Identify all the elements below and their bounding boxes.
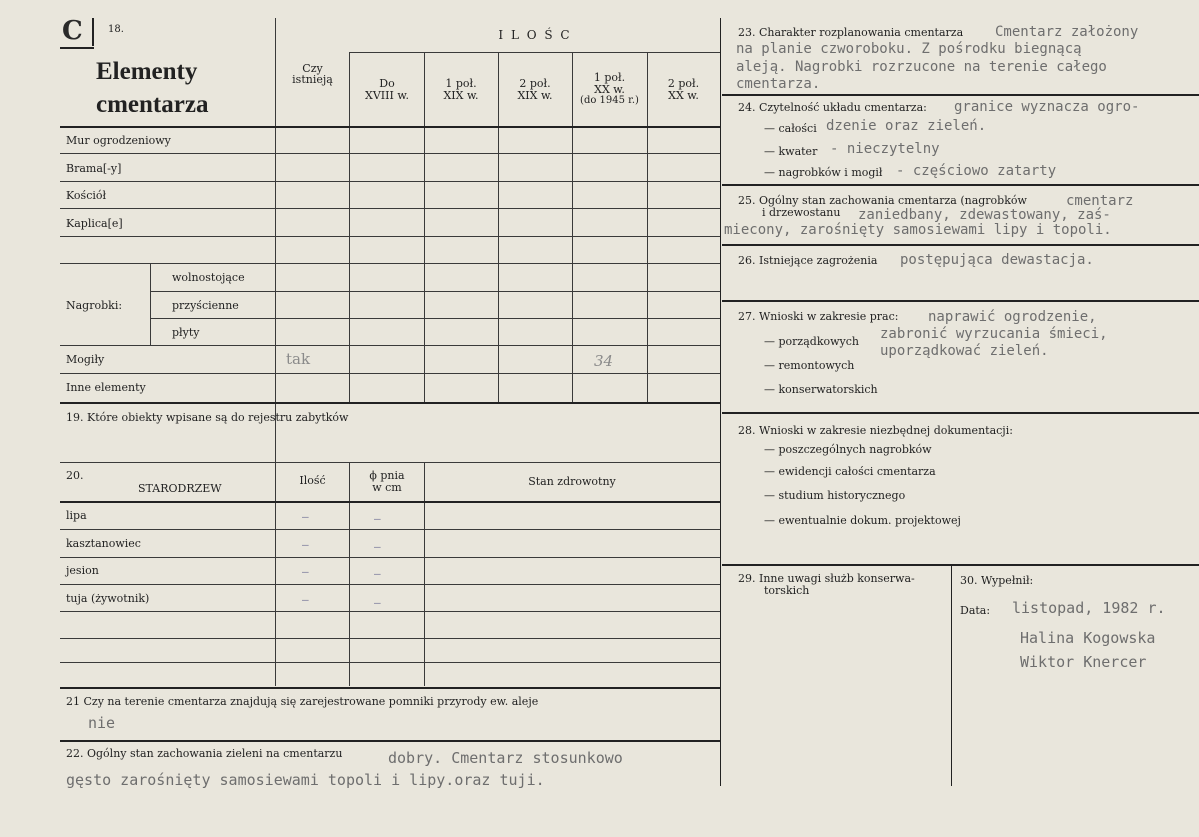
period-1-l1: Do bbox=[379, 77, 395, 90]
q28-bottom bbox=[722, 564, 1199, 566]
tree-qty-dash: — bbox=[302, 593, 309, 606]
tree-diam-dash: — bbox=[374, 567, 381, 580]
q20-col-diam-1: ϕ pnia bbox=[369, 469, 405, 482]
q25-answer-1: cmentarz bbox=[1066, 193, 1134, 209]
q27-sub-3: — konserwatorskich bbox=[764, 383, 878, 396]
q30-date: listopad, 1982 r. bbox=[1012, 599, 1166, 617]
period-2-l1: 1 poł. bbox=[445, 77, 477, 90]
tree-lipa: lipa bbox=[66, 509, 87, 522]
col-line-6 bbox=[647, 52, 648, 402]
q23-answer-2: na planie czworoboku. Z pośrodku biegnącą bbox=[736, 41, 1082, 57]
period-5-l1: 2 poł. bbox=[667, 77, 700, 90]
q30-label: 30. Wypełnił: bbox=[960, 574, 1034, 587]
q21-bottom bbox=[60, 740, 720, 742]
q19-label: 19. Które obiekty wpisane są do rejestru zabytków bbox=[66, 411, 349, 424]
col-line-2 bbox=[349, 52, 350, 402]
q30-date-label: Data: bbox=[960, 604, 991, 617]
period-4-l2: XX w. bbox=[594, 83, 625, 96]
q27-bottom bbox=[722, 412, 1199, 414]
q26-label: 26. Istniejące zagrożenia bbox=[738, 254, 878, 267]
row-line bbox=[60, 236, 720, 237]
quantity-header: I L O Ś C bbox=[498, 28, 572, 42]
q22-answer-1: dobry. Cmentarz stosunkowo bbox=[388, 749, 623, 767]
row-line bbox=[60, 402, 720, 404]
q25-label-2: i drzewostanu bbox=[762, 206, 841, 219]
q30-name-1: Halina Kogowska bbox=[1020, 629, 1156, 647]
nagrobki-label: Nagrobki: bbox=[66, 299, 123, 312]
col-line-4 bbox=[498, 52, 499, 402]
tree-qty-dash: — bbox=[302, 565, 309, 578]
row-line bbox=[60, 345, 720, 346]
q22-answer-2: gęsto zarośnięty samosiewami topoli i lipy.oraz tuji. bbox=[66, 771, 545, 789]
row-wolnostojace: wolnostojące bbox=[172, 271, 245, 284]
q24-answer-3: - nieczytelny bbox=[830, 141, 940, 157]
q21-answer: nie bbox=[88, 714, 116, 732]
q20-header-bottom bbox=[60, 501, 720, 503]
q24-label: 24. Czytelność układu cmentarza: bbox=[738, 101, 927, 114]
q24-bottom bbox=[722, 184, 1199, 186]
q23-answer-3: aleją. Nagrobki rozrzucone na terenie całego bbox=[736, 59, 1107, 75]
row-kaplica: Kaplica[e] bbox=[66, 217, 123, 230]
q27-answer-1: naprawić ogrodzenie, bbox=[928, 309, 1097, 325]
row-plyty: płyty bbox=[172, 326, 200, 339]
row-inne: Inne elementy bbox=[66, 381, 146, 394]
mogily-count-value: 34 bbox=[594, 352, 614, 370]
col-line-1 bbox=[275, 18, 276, 686]
q22-label: 22. Ogólny stan zachowania zieleni na cmentarzu bbox=[66, 747, 343, 760]
q29-label-2: torskich bbox=[764, 584, 810, 597]
tree-tuja: tuja (żywotnik) bbox=[66, 592, 150, 605]
tree-jesion: jesion bbox=[66, 564, 99, 577]
q27-answer-2: zabronić wyrzucania śmieci, bbox=[880, 326, 1108, 342]
q24-sub-1: — całości bbox=[764, 122, 817, 135]
row-mogily: Mogiły bbox=[66, 353, 105, 366]
q20-number: 20. bbox=[66, 469, 84, 482]
q28-item-3: — studium historycznego bbox=[764, 489, 906, 502]
q23-label: 23. Charakter rozplanowania cmentarza bbox=[738, 26, 964, 39]
tree-row-line bbox=[60, 611, 720, 612]
q28-item-2: — ewidencji całości cmentarza bbox=[764, 465, 936, 478]
q20-title: STARODRZEW bbox=[138, 482, 222, 495]
q29-q30-divider bbox=[951, 564, 952, 786]
period-4-l1: 1 poł. bbox=[593, 71, 626, 84]
q24-answer-4: - częściowo zatarty bbox=[896, 163, 1057, 179]
q30-name-2: Wiktor Knercer bbox=[1020, 653, 1147, 671]
tree-row-line bbox=[60, 584, 720, 585]
q27-sub-2: — remontowych bbox=[764, 359, 855, 372]
q24-answer-2: dzenie oraz zieleń. bbox=[826, 118, 987, 134]
row-line bbox=[60, 263, 720, 264]
elements-title-2: cmentarza bbox=[96, 91, 209, 118]
section-c-underline bbox=[60, 47, 94, 49]
q23-answer-4: cmentarza. bbox=[736, 76, 821, 92]
q28-item-1: — poszczególnych nagrobków bbox=[764, 443, 932, 456]
period-4-l3: (do 1945 r.) bbox=[580, 95, 639, 106]
q24-sub-3: — nagrobków i mogił bbox=[764, 166, 883, 179]
q20-bottom bbox=[60, 687, 720, 689]
nagrobki-divider bbox=[150, 263, 151, 345]
q26-bottom bbox=[722, 300, 1199, 302]
row-przyscienne: przyścienne bbox=[172, 299, 239, 312]
tree-kasztanowiec: kasztanowiec bbox=[66, 537, 141, 550]
row-line bbox=[60, 208, 720, 209]
row-line bbox=[60, 181, 720, 182]
tree-row-line bbox=[60, 529, 720, 530]
tree-row-line bbox=[60, 638, 720, 639]
q28-item-4: — ewentualnie dokum. projektowej bbox=[764, 514, 961, 527]
q23-bottom bbox=[722, 94, 1199, 96]
tree-row-line bbox=[60, 662, 720, 663]
q27-label: 27. Wnioski w zakresie prac: bbox=[738, 310, 899, 323]
q28-label: 28. Wnioski w zakresie niezbędnej dokumentacji: bbox=[738, 424, 1013, 437]
row-line bbox=[60, 373, 720, 374]
section-c-letter: C bbox=[62, 16, 83, 46]
q23-answer-1: Cmentarz założony bbox=[995, 24, 1139, 40]
section-number: 18. bbox=[108, 24, 124, 35]
period-3-l2: XIX w. bbox=[517, 89, 553, 102]
q20-col-diam-2: w cm bbox=[372, 481, 402, 494]
tree-qty-dash: — bbox=[302, 538, 309, 551]
q27-sub-1: — porządkowych bbox=[764, 335, 859, 348]
elements-title-1: Elementy bbox=[96, 58, 198, 85]
q19-bottom bbox=[60, 462, 720, 463]
tree-row-line bbox=[60, 557, 720, 558]
row-kosciol: Kościół bbox=[66, 189, 107, 202]
q29-label-1: 29. Inne uwagi służb konserwa- bbox=[738, 572, 915, 585]
tree-diam-dash: — bbox=[374, 512, 381, 525]
tree-qty-dash: — bbox=[302, 510, 309, 523]
quantity-underline bbox=[350, 52, 720, 53]
q27-answer-3: uporządkować zieleń. bbox=[880, 343, 1049, 359]
period-2-l2: XIX w. bbox=[443, 89, 479, 102]
section-c-box bbox=[60, 18, 94, 46]
row-line bbox=[150, 318, 720, 319]
period-3-l1: 2 poł. bbox=[519, 77, 551, 90]
q25-answer-2: zaniedbany, zdewastowany, zaś- bbox=[858, 207, 1111, 223]
exists-header-2: istnieją bbox=[292, 73, 333, 86]
q20-col-qty: Ilość bbox=[299, 474, 326, 487]
q26-answer: postępująca dewastacja. bbox=[900, 252, 1094, 268]
q25-bottom bbox=[722, 244, 1199, 246]
row-line bbox=[150, 291, 720, 292]
q25-answer-3: miecony, zarośnięty samosiewami lipy i topoli. bbox=[724, 222, 1112, 238]
q20-col-line bbox=[424, 462, 425, 686]
row-brama: Brama[-y] bbox=[66, 162, 122, 175]
header-bottom-line bbox=[60, 126, 720, 128]
q20-col-line bbox=[349, 462, 350, 686]
q21-label: 21 Czy na terenie cmentarza znajdują się zarejestrowane pomniki przyrody ew. aleje bbox=[66, 695, 539, 708]
mogily-exists-value: tak bbox=[286, 350, 311, 368]
period-5-l2: XX w. bbox=[668, 89, 699, 102]
q20-col-health: Stan zdrowotny bbox=[528, 475, 616, 488]
tree-diam-dash: — bbox=[374, 596, 381, 609]
col-line-3 bbox=[424, 52, 425, 402]
row-line bbox=[60, 153, 720, 154]
exists-header-1: Czy bbox=[302, 62, 323, 75]
q25-label-1: 25. Ogólny stan zachowania cmentarza (nagrobków bbox=[738, 194, 1027, 207]
q24-sub-2: — kwater bbox=[764, 145, 818, 158]
center-divider bbox=[720, 18, 721, 786]
q24-answer-1: granice wyznacza ogro- bbox=[954, 99, 1140, 115]
row-mur: Mur ogrodzeniowy bbox=[66, 134, 171, 147]
tree-diam-dash: — bbox=[374, 540, 381, 553]
period-1-l2: XVIII w. bbox=[365, 89, 409, 102]
